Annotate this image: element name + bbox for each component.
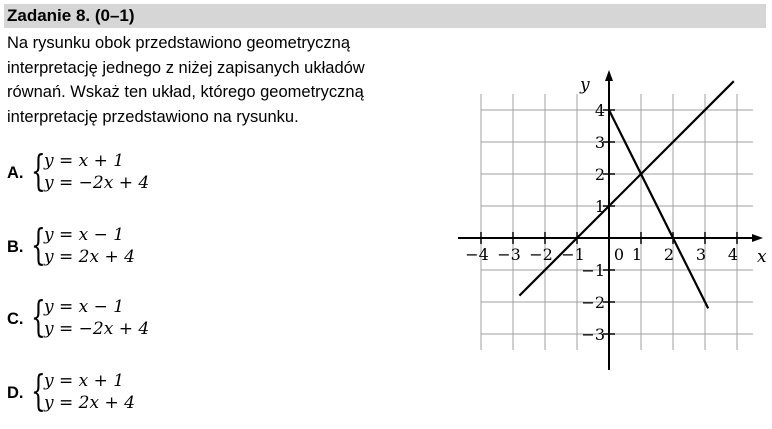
question-line: Na rysunku obok przedstawiono geometryczną (7, 34, 351, 52)
brace-icon: { (31, 292, 46, 341)
y-tick-label: 3 (594, 133, 605, 152)
equation-2: y = −2x + 4 (44, 319, 150, 339)
x-tick-label: 1 (631, 245, 643, 264)
option-letter: A. (7, 164, 24, 182)
y-tick-label: 4 (594, 101, 605, 120)
brace-icon: { (31, 366, 46, 415)
y-tick-label: −3 (581, 325, 605, 344)
equation-1: y = x − 1 (44, 297, 125, 317)
question-line: interpretację jednego z niżej zapisanych układów (7, 58, 365, 77)
equation-1: y = x + 1 (44, 371, 125, 391)
x-tick-label: −4 (465, 245, 489, 264)
grid-lines (481, 94, 753, 350)
y-tick-label: 2 (594, 165, 605, 184)
x-tick-label: −2 (529, 245, 553, 264)
x-tick-label: −3 (497, 245, 521, 264)
y-axis-label: y (580, 75, 590, 95)
y-tick-label: −1 (581, 261, 605, 280)
x-tick-label: 0 (613, 245, 625, 264)
equation-1: y = x + 1 (44, 151, 125, 171)
x-axis-label: x (757, 247, 767, 267)
option-letter: C. (7, 310, 24, 328)
option-letter: D. (7, 384, 24, 402)
y-tick-label: 1 (594, 197, 605, 216)
equation-2: y = 2x + 4 (44, 393, 135, 413)
task-title: Zadanie 8. (0–1) (7, 6, 135, 25)
y-tick-label: −2 (581, 293, 605, 312)
equation-1: y = x − 1 (44, 225, 125, 245)
brace-icon: { (31, 220, 46, 269)
equation-2: y = −2x + 4 (44, 173, 150, 193)
x-tick-label: 2 (663, 245, 675, 264)
equation-2: y = 2x + 4 (44, 247, 135, 267)
question-line: interpretację przedstawiono na rysunku. (7, 107, 299, 126)
x-tick-label: −1 (561, 245, 585, 264)
x-axis-arrow-icon (752, 234, 763, 242)
plot-lines (519, 81, 733, 308)
brace-icon: { (31, 146, 46, 195)
series-line-2 (609, 110, 708, 308)
option-letter: B. (7, 238, 24, 256)
x-tick-label: 3 (695, 245, 707, 264)
y-axis-arrow-icon (605, 70, 613, 81)
question-line: równań. Wskaż ten układ, którego geometryczną (7, 83, 364, 101)
tick-labels (465, 75, 767, 344)
x-tick-label: 4 (727, 245, 739, 264)
